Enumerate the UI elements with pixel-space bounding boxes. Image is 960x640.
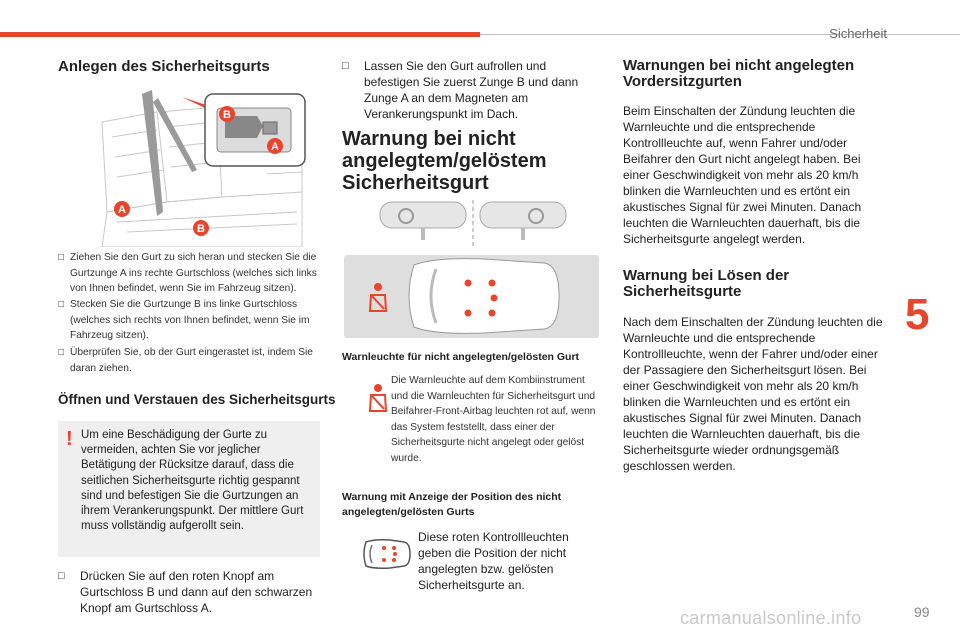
label-b-bottom: B [197,223,205,235]
seatbelt-illustration [97,82,307,247]
page-number: 99 [914,604,930,620]
seatbelt-warning-icon [366,384,390,412]
header-accent-bar [0,32,480,37]
step-1: □ Ziehen Sie den Gurt zu sich heran und stecken Sie die Gurtzunge A ins rechte Gurtschloss (welches sich links von Ihnen befindet, wenn Sie im Fahrzeug sitzen). [58,252,317,294]
heading-release-warning: Warnung bei Lösen der Sicherheitsgurte [623,267,790,300]
warning-icon: ! [66,428,73,450]
heading-fasten-belt: Anlegen des Sicherheitsgurts [58,58,270,75]
text-warning-light: Die Warnleuchte auf dem Kombiinstrument und die Warnleuchten für Sicherheitsgurt und Beifahrer-Front-Airbag leuchten rot auf, wenn das System feststellt, dass einer der Sicherheitsgurte nicht angelegt oder gelöst wurde. [391,375,596,464]
caption-position-indicator: Warnung mit Anzeige der Position des nicht angelegten/gelösten Gurts [342,491,562,518]
section-title: Sicherheit [829,26,887,41]
chapter-number: 5 [905,290,930,339]
footer-watermark: carmanualsonline.info [680,608,862,628]
warning-text: Um eine Beschädigung der Gurte zu vermeiden, achten Sie vor jeglicher Betätigung der Rücksitze darauf, dass die seitlichen Sicherheitsgurte richtig gespannt sind und befestigen Sie die Gurtzungen an ihrem Verankerungspunkt. Der mittlere Gurt muss vollständig aufgerollt sein. [81,429,304,533]
step-2: □ Stecken Sie die Gurtzunge B ins linke Gurtschloss (welches sich rechts von Ihnen befindet, wenn Sie im Fahrzeug sitzen). [58,299,310,341]
rear-view-mirror-illustration [378,200,568,246]
seatbelt-warning-icon [370,283,386,311]
heading-front-seat-warnings: Warnungen bei nicht angelegten Vordersitzgurten [623,57,855,90]
header-rule [480,34,960,35]
text-position-indicator: Diese roten Kontrollleuchten geben die Position der nicht angelegten bzw. gelösten Sicherheitsgurte an. [418,530,569,592]
label-a-bottom: A [118,204,126,216]
heading-open-stow: Öffnen und Verstauen des Sicherheitsgurts [58,392,336,407]
caption-warning-light: Warnleuchte für nicht angelegten/gelösten Gurt [342,351,580,363]
release-step: □ Drücken Sie auf den roten Knopf am Gurtschloss B und dann auf den schwarzen Knopf am Gurtschloss A. [58,569,313,615]
checkbox-icon: □ [58,347,65,358]
label-a-top: A [271,141,279,153]
label-b-top: B [223,109,231,121]
car-seat-indicator-icon [360,538,412,570]
text-release-warning: Nach dem Einschalten der Zündung leuchten die Warnleuchte und die entsprechende Kontrollleuchte, wenn der Fahrer und/oder einer der Passagiere den Sicherheitsgurt lösen. Bei einer Geschwindigkeit von mehr als 20 km/h blinken die Warnleuchten und es ertönt ein akustisches Signal für zwei Minuten. Danach leuchten die Warnleuchten dauerhaft, bis die Sicherheitsgurte wieder ordnungsgemäß geschlossen werden. [623,315,883,473]
text-front-seat-warnings: Beim Einschalten der Zündung leuchten die Warnleuchte und die entsprechende Kontrollleuchte auf, wenn Fahrer und/oder Beifahrer den Gurt nicht angelegt haben. Bei einer Geschwindigkeit von mehr als 20 km/h blinken die Warnleuchten und es ertönt ein akustisches Signal für zwei Minuten. Danach leuchten die Warnleuchten dauerhaft, bis die Sicherheitsgurte angelegt werden. [623,104,862,246]
step-3: □ Überprüfen Sie, ob der Gurt eingerastet ist, indem Sie daran ziehen. [58,347,313,374]
checkbox-icon: □ [58,252,65,263]
intro-step: □ Lassen Sie den Gurt aufrollen und befestigen Sie zuerst Zunge B und dann Zunge A an dem Magneten am Verankerungspunkt im Dach. [342,59,579,121]
car-topview-illustration [344,255,599,338]
checkbox-icon: □ [342,60,349,72]
checkbox-icon: □ [58,570,65,582]
heading-belt-warning: Warnung bei nicht angelegtem/gelöstem Sicherheitsgurt [342,128,547,194]
checkbox-icon: □ [58,299,65,310]
